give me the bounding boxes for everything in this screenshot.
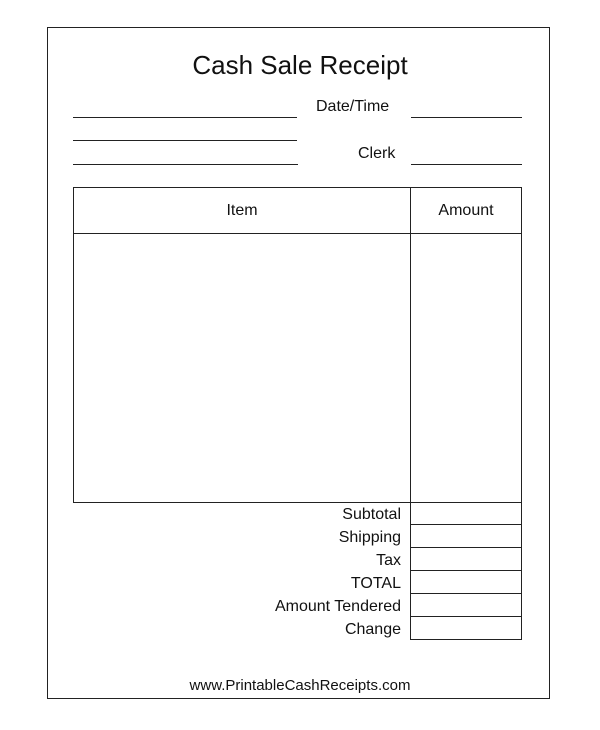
subtotal-field[interactable] (410, 502, 522, 525)
amount-tendered-field[interactable] (410, 594, 522, 617)
amount-tendered-label: Amount Tendered (274, 598, 401, 615)
change-label: Change (344, 621, 401, 638)
change-field[interactable] (410, 617, 522, 640)
totals-boxes (410, 502, 522, 640)
totals-labels (275, 505, 401, 643)
date-time-field[interactable] (411, 117, 522, 118)
total-field[interactable] (410, 571, 522, 594)
tax-field[interactable] (410, 548, 522, 571)
shipping-field[interactable] (410, 525, 522, 548)
address-line-1[interactable] (73, 117, 297, 118)
subtotal-label: Subtotal (342, 506, 401, 523)
footer-website: www.PrintableCashReceipts.com (189, 677, 411, 694)
clerk-label: Clerk (358, 145, 396, 162)
total-label: TOTAL (350, 575, 401, 592)
receipt-title: Cash Sale Receipt (192, 50, 408, 80)
amount-column-header: Amount (438, 202, 494, 219)
amount-entry-area[interactable] (411, 234, 521, 502)
clerk-field[interactable] (411, 164, 522, 165)
items-table (73, 187, 522, 503)
address-line-2[interactable] (73, 140, 297, 141)
date-time-label: Date/Time (316, 98, 390, 115)
item-entry-area[interactable] (74, 234, 409, 502)
tax-label: Tax (376, 552, 401, 569)
address-line-3[interactable] (73, 164, 298, 165)
item-column-header: Item (226, 202, 258, 219)
shipping-label: Shipping (338, 529, 401, 546)
